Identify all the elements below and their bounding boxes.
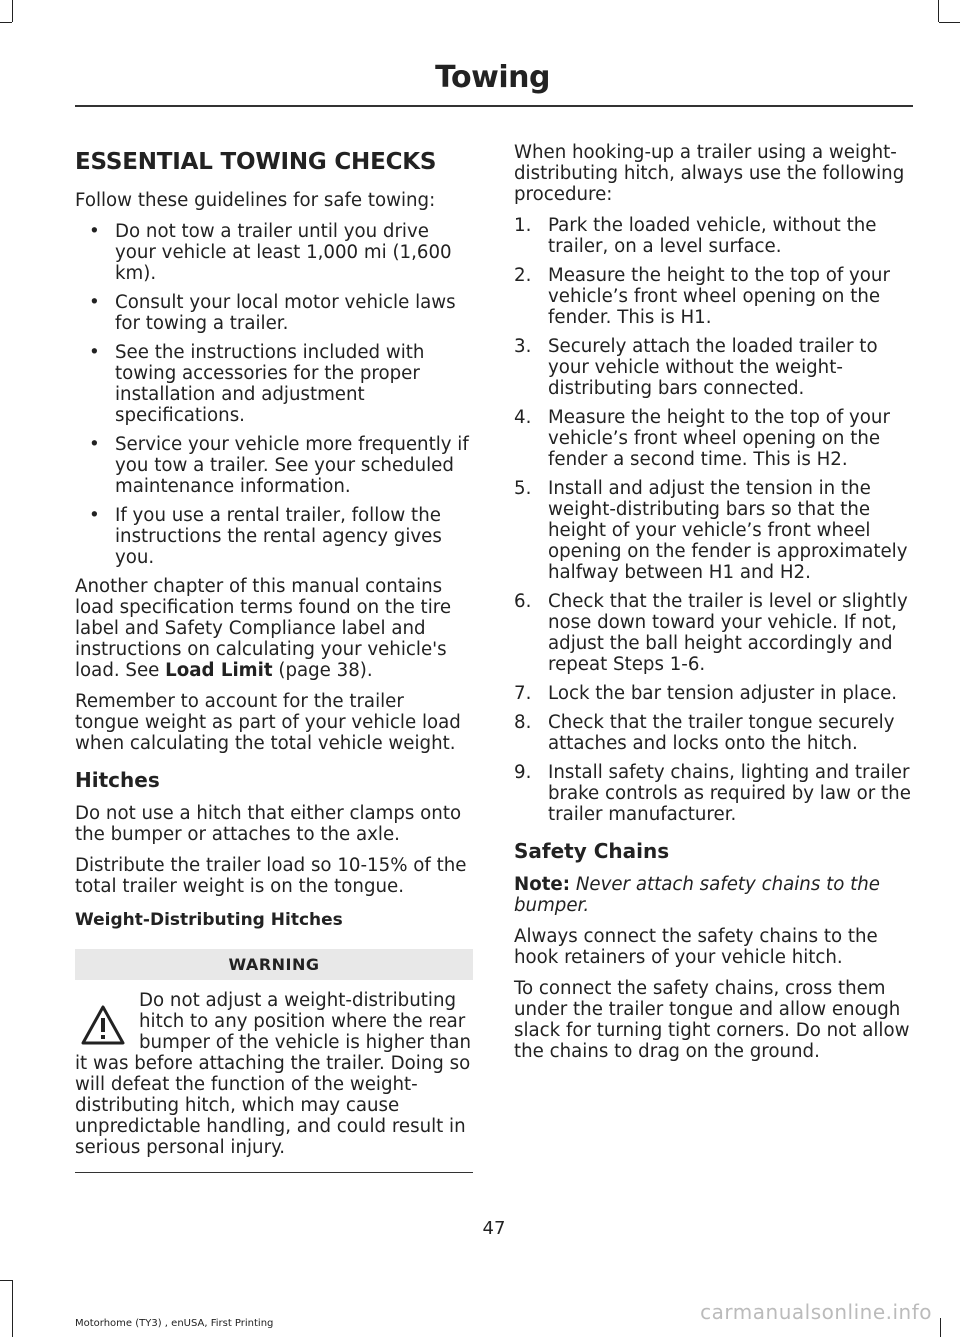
load-paragraph: Another chapter of this manual contains load specification terms found on the tire label and Safety Compliance label and instructions on calculating your vehicle's load. See Load Limit (page 38). xyxy=(75,576,452,681)
procedure-steps xyxy=(514,215,912,825)
warning-text: Do not adjust a weight-distributing hitch to any position where the rear bumper of the vehicle is higher than it was before attaching the trailer. Doing so will defeat the function of the weight-distributing hitch, which may cause unpredictable handling, and could result in serious personal injury. xyxy=(75,990,472,1158)
right-column xyxy=(514,142,912,1072)
list-item: 9. Install safety chains, lighting and trailer brake controls as required by law or the trailer manufacturer. xyxy=(514,762,911,825)
crop-mark xyxy=(0,22,12,23)
footer-text: Motorhome (TY3) , enUSA, First Printing xyxy=(75,1318,274,1329)
bullet-icon: • xyxy=(89,505,100,526)
crop-mark xyxy=(12,0,13,22)
list-item: 5. Install and adjust the tension in the weight-distributing bars so that the height of your vehicle’s front wheel opening on the fender is approximately halfway between H1 and H2. xyxy=(514,478,908,583)
list-item: • Do not tow a trailer until you drive your vehicle at least 1,000 mi (1,600 km). xyxy=(89,221,452,284)
distribution-paragraph: Distribute the trailer load so 10-15% of the total trailer weight is on the tongue. xyxy=(75,855,467,897)
header-rule xyxy=(75,105,913,107)
bullet-icon: • xyxy=(89,342,100,363)
guideline-list xyxy=(75,221,473,568)
note-paragraph: Note: Never attach safety chains to the bumper. xyxy=(514,874,880,916)
page-title: Towing xyxy=(435,60,550,95)
hitches-paragraph: Do not use a hitch that either clamps onto the bumper or attaches to the axle. xyxy=(75,803,462,845)
load-limit-link[interactable]: Load Limit xyxy=(165,660,273,681)
bullet-icon: • xyxy=(89,221,100,242)
list-item: • Consult your local motor vehicle laws for towing a trailer. xyxy=(89,292,456,334)
list-item: 6. Check that the trailer is level or slightly nose down toward your vehicle. If not, adjust the ball height accordingly and repeat Steps 1-6. xyxy=(514,591,908,675)
watermark: carmanualsonline.info xyxy=(700,1300,932,1324)
section-heading: ESSENTIAL TOWING CHECKS xyxy=(75,149,437,175)
crop-mark xyxy=(938,0,939,22)
list-item: 7. Lock the bar tension adjuster in place. xyxy=(514,683,898,704)
crop-mark xyxy=(12,1280,13,1337)
crop-mark xyxy=(0,1280,12,1281)
safety-chains-heading: Safety Chains xyxy=(514,839,670,863)
procedure-intro: When hooking-up a trailer using a weight-distributing hitch, always use the following procedure: xyxy=(514,142,905,205)
page-number: 47 xyxy=(482,1218,506,1239)
tongue-paragraph: Remember to account for the trailer tongue weight as part of your vehicle load when calculating the total vehicle weight. xyxy=(75,691,461,754)
warning-triangle-icon xyxy=(81,1004,125,1048)
list-item: 2. Measure the height to the top of your vehicle’s front wheel opening on the fender. This is H1. xyxy=(514,265,890,328)
list-item: • See the instructions included with towing accessories for the proper installation and adjustment specifications. xyxy=(89,342,425,426)
warning-box xyxy=(75,990,473,1158)
warning-rule xyxy=(75,1172,473,1173)
hitches-heading: Hitches xyxy=(75,768,160,792)
list-item: 8. Check that the trailer tongue securely attaches and locks onto the hitch. xyxy=(514,712,895,754)
list-item: 1. Park the loaded vehicle, without the trailer, on a level surface. xyxy=(514,215,877,257)
list-item: 4. Measure the height to the top of your vehicle’s front wheel opening on the fender a second time. This is H2. xyxy=(514,407,890,470)
chains-paragraph: Always connect the safety chains to the hook retainers of your vehicle hitch. xyxy=(514,926,878,968)
crop-mark xyxy=(939,22,960,23)
chains-connect-paragraph: To connect the safety chains, cross them under the trailer tongue and allow enough slack for turning tight corners. Do not allow the chains to drag on the ground. xyxy=(514,978,910,1062)
list-item: • If you use a rental trailer, follow the instructions the rental agency gives you. xyxy=(89,505,442,568)
bullet-icon: • xyxy=(89,434,100,455)
bullet-icon: • xyxy=(89,292,100,313)
warning-label: WARNING xyxy=(75,949,473,980)
left-column xyxy=(75,142,473,1173)
list-item: 3. Securely attach the loaded trailer to your vehicle without the weight-distributing bars connected. xyxy=(514,336,878,399)
intro-text: Follow these guidelines for safe towing: xyxy=(75,190,436,211)
list-item: • Service your vehicle more frequently if you tow a trailer. See your scheduled maintenance information. xyxy=(89,434,469,497)
crop-mark xyxy=(940,1318,941,1337)
wd-hitches-heading: Weight-Distributing Hitches xyxy=(75,910,343,930)
